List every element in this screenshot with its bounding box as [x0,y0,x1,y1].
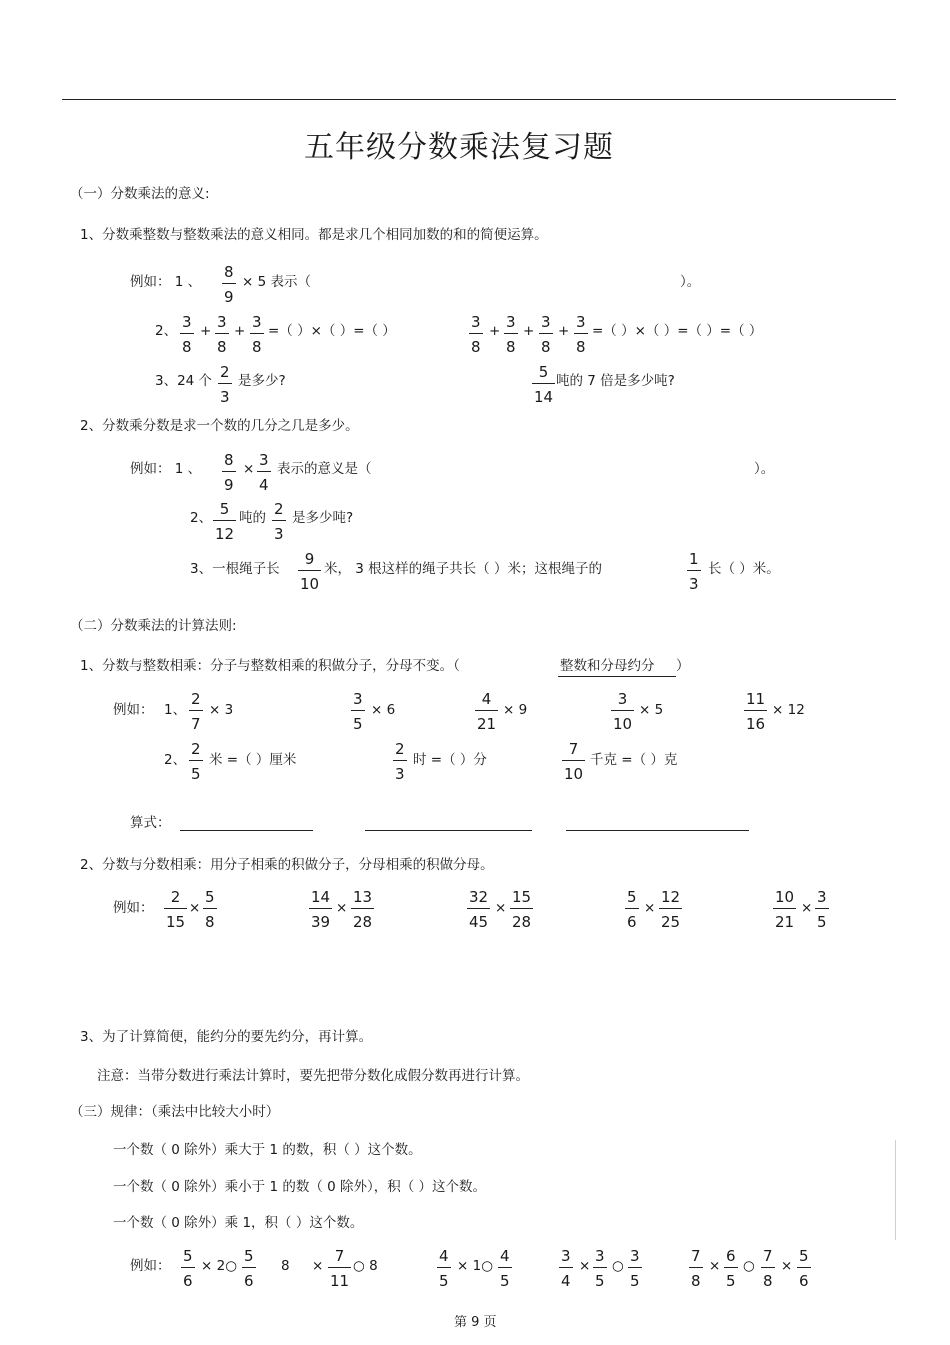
times-sign: × [709,1258,721,1274]
fraction: 5 12 [215,500,235,543]
s2-example-label: 例如： [113,702,154,718]
s1-ex3a-post: 是多少? [238,373,286,389]
page-title: 五年级分数乘法复习题 [304,130,614,165]
s2-row2-tail: 千克 =（ ）克 [590,752,678,768]
s1-ex4-text: 表示的意义是（ [277,461,372,477]
answer-underline [558,676,676,677]
s2-answer: 整数和分母约分 [560,658,655,674]
s2-paragraph-1: 1、分数与整数相乘：分子与整数相乘的积做分子，分母不变。（ [80,658,460,674]
fraction: 1 3 [689,550,699,593]
fraction: 9 10 [300,550,320,593]
s1-ex6-post: 长（ ）米。 [708,561,780,577]
plus-sign: + [558,323,570,339]
s1-ex2-right-tail: =（ ）×（ ）=（ ）=（ ） [592,323,763,339]
fraction: 2 15 [166,888,186,931]
s1-paragraph-2: 2、分数乘分数是求一个数的几分之几是多少。 [80,418,359,434]
fraction: 4 5 [500,1247,510,1290]
s1-ex1-text: × 5 表示（ [242,274,311,290]
times-sign: × [781,1258,793,1274]
times-sign: × [644,900,656,916]
s2-row1-tail: × 9 [503,702,528,718]
times-sign: × [312,1258,324,1274]
s1-ex3a-prefix: 3、24 个 [155,373,213,389]
plus-sign: + [200,323,212,339]
compare-circle[interactable]: ○ [612,1258,624,1274]
fraction: 6 5 [726,1247,736,1290]
s1-ex3b-post: 吨的 7 倍是多少吨? [556,373,675,389]
formula-blank[interactable] [365,830,532,831]
fraction: 5 6 [627,888,637,931]
fraction: 5 14 [534,363,554,406]
s2-note: 注意：当带分数进行乘法计算时，要先把带分数化成假分数再进行计算。 [97,1068,529,1084]
fraction: 8 9 [224,263,234,306]
times-sign: × [495,900,507,916]
s3-e2-int: 8 [281,1258,290,1274]
plus-sign: + [523,323,535,339]
fraction: 5 6 [244,1247,254,1290]
fraction: 3 5 [353,690,363,733]
times-sign: × [189,900,201,916]
fraction: 3 5 [595,1247,605,1290]
fraction: 12 25 [661,888,681,931]
section-2-heading: （二）分数乘法的计算法则: [70,618,237,634]
page-number: 第 9 页 [454,1315,497,1330]
s2-row1-number: 1、 [164,702,187,718]
fraction: 8 9 [224,451,234,494]
s2-row1-tail: × 6 [371,702,396,718]
fraction: 3 8 [506,313,516,356]
fraction: 7 11 [330,1247,350,1290]
s2-row1-tail: × 12 [772,702,805,718]
fraction: 2 3 [395,740,405,783]
fraction: 3 5 [817,888,827,931]
section-3-heading: （三）规律：（乘法中比较大小时） [70,1104,280,1120]
formula-blank[interactable] [566,830,749,831]
fraction: 3 10 [613,690,633,733]
s2-row2-number: 2、 [164,752,187,768]
s1-ex5-number: 2、 [190,510,213,526]
s3-rule-3: 一个数（ 0 除外）乘 1，积（ ）这个数。 [113,1215,364,1231]
s1-ex5-post: 是多少吨? [292,510,354,526]
fraction: 10 21 [775,888,795,931]
top-rule [62,99,896,100]
s3-example-label: 例如： [130,1258,171,1274]
fraction: 32 45 [469,888,489,931]
s2-row2-tail: 米 =（ ）厘米 [209,752,297,768]
plus-sign: + [489,323,501,339]
fraction: 2 5 [191,740,201,783]
fraction: 3 8 [217,313,227,356]
s1-ex1-close: ）。 [680,274,701,290]
s1-paragraph-1: 1、分数乘整数与整数乘法的意义相同。都是求几个相同加数的和的简便运算。 [80,227,548,243]
fraction: 5 6 [183,1247,193,1290]
plus-sign: + [234,323,246,339]
s2-row2-tail: 时 =（ ）分 [413,752,487,768]
s2-row1-tail: × 5 [639,702,664,718]
fraction: 7 8 [691,1247,701,1290]
fraction: 3 4 [561,1247,571,1290]
s1-ex1-prefix: 例如： 1 、 [130,274,202,290]
margin-mark [895,1140,896,1240]
s2-formula-label: 算式： [130,815,171,831]
times-sign: × [579,1258,591,1274]
s1-ex2-number: 2、 [155,323,178,339]
s3-e2-post: ○ 8 [353,1258,378,1274]
s1-ex6-mid: 米， 3 根这样的绳子共长（ ）米；这根绳子的 [324,561,602,577]
fraction: 7 10 [564,740,584,783]
formula-blank[interactable] [180,830,313,831]
fraction: 11 16 [746,690,766,733]
compare-circle[interactable]: ○ [743,1258,755,1274]
fraction: 2 3 [274,500,284,543]
fraction: 4 5 [439,1247,449,1290]
s3-rule-2: 一个数（ 0 除外）乘小于 1 的数（ 0 除外），积（ ）这个数。 [113,1179,487,1195]
fraction: 3 8 [182,313,192,356]
fraction: 3 8 [252,313,262,356]
fraction: 3 8 [576,313,586,356]
times-sign: × [243,461,255,477]
s1-ex2-left-tail: =（ ）×（ ）=（ ） [268,323,396,339]
fraction: 14 39 [311,888,331,931]
fraction: 2 3 [220,363,230,406]
s2-example-label-2: 例如： [113,900,154,916]
s2-row1-tail: × 3 [209,702,234,718]
fraction: 3 5 [630,1247,640,1290]
s2-paragraph-3: 3、为了计算简便，能约分的要先约分，再计算。 [80,1029,373,1045]
s3-e3-mid: × 1○ [457,1258,493,1274]
fraction: 5 6 [799,1247,809,1290]
times-sign: × [801,900,813,916]
times-sign: × [336,900,348,916]
s1-ex4-prefix: 例如： 1 、 [130,461,202,477]
s2-paragraph-1-close: ） [676,658,690,674]
s2-paragraph-2: 2、分数与分数相乘：用分子相乘的积做分子，分母相乘的积做分母。 [80,857,494,873]
fraction: 15 28 [512,888,532,931]
fraction: 7 8 [763,1247,773,1290]
fraction: 3 8 [471,313,481,356]
s1-ex4-close: ）。 [754,461,775,477]
section-1-heading: （一）分数乘法的意义: [70,186,210,202]
fraction: 5 8 [205,888,215,931]
fraction: 3 4 [259,451,269,494]
fraction: 2 7 [191,690,201,733]
fraction: 13 28 [353,888,373,931]
s3-e1-mid: × 2○ [201,1258,237,1274]
s1-ex6-prefix: 3、一根绳子长 [190,561,280,577]
fraction: 3 8 [541,313,551,356]
s3-rule-1: 一个数（ 0 除外）乘大于 1 的数，积（ ）这个数。 [113,1142,422,1158]
fraction: 4 21 [477,690,497,733]
s1-ex5-mid: 吨的 [239,510,266,526]
